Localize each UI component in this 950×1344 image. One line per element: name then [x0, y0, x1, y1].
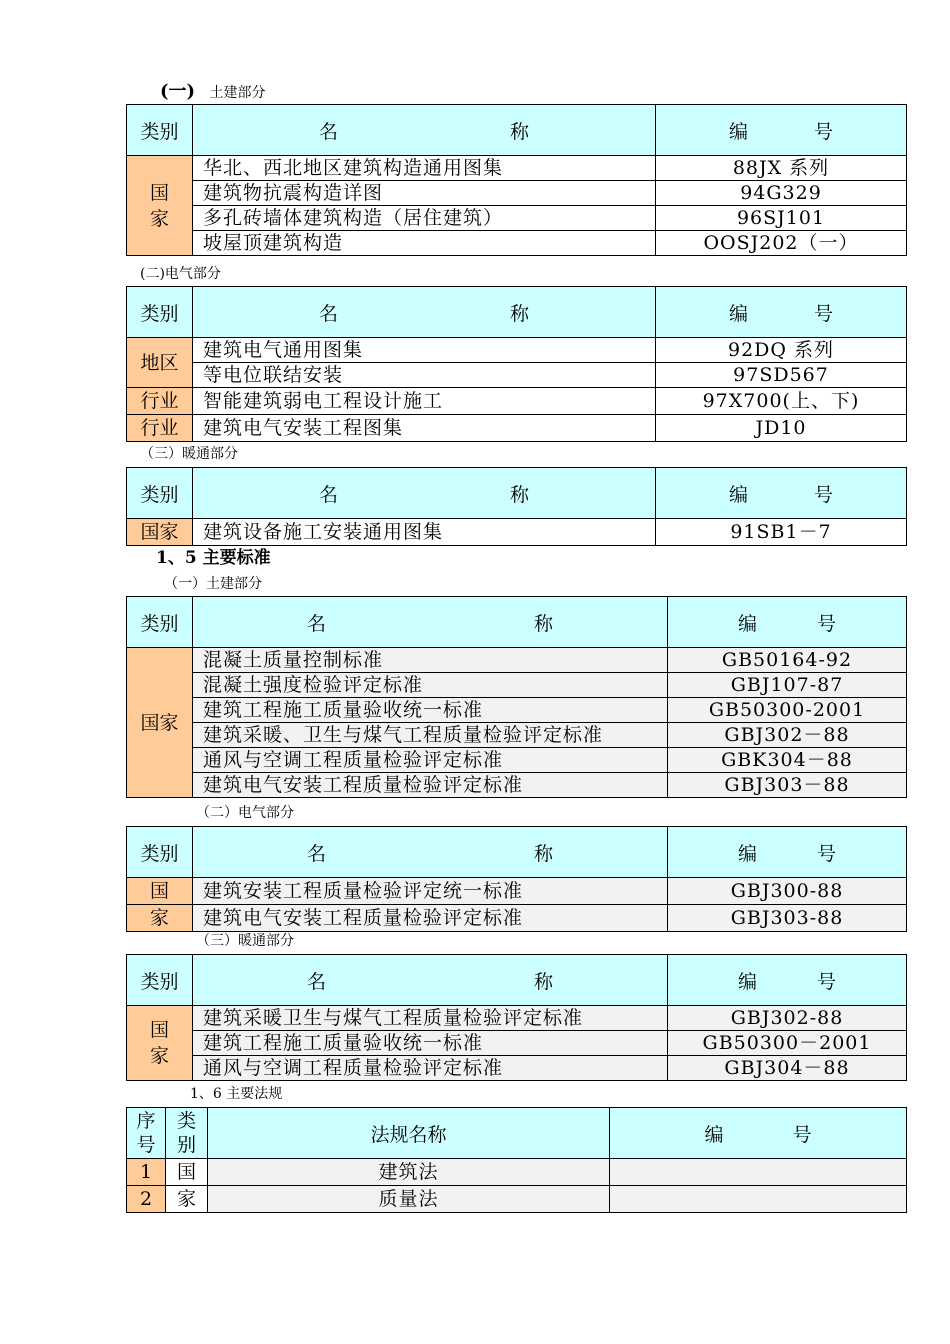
table-row: [127, 415, 907, 442]
code-cell: GB50164-92: [668, 648, 907, 673]
header-category: 类别: [127, 955, 193, 1006]
header-category: 类 别: [166, 1108, 208, 1159]
table-row: [127, 648, 907, 673]
code-cell: JD10: [656, 415, 907, 442]
code-cell: [610, 1159, 907, 1186]
header-name: 名 称: [193, 955, 668, 1006]
name-cell: 坡屋顶建筑构造: [193, 231, 656, 256]
header-code: 编 号: [668, 827, 907, 878]
header-category: 类别: [127, 827, 193, 878]
name-cell: 混凝土强度检验评定标准: [193, 673, 668, 698]
table-header: [127, 955, 907, 1006]
section-heading-tujian: [160, 81, 266, 102]
name-cell: 建筑电气通用图集: [193, 338, 656, 363]
table-standards-tujian: [126, 596, 907, 798]
header-name: 法规名称: [208, 1108, 610, 1159]
table-row: [127, 181, 907, 206]
section-heading-tujian: （一）土建部分: [164, 576, 262, 592]
name-cell: 建筑设备施工安装通用图集: [193, 519, 656, 546]
code-cell: 94G329: [656, 181, 907, 206]
table-header: [127, 105, 907, 156]
table-row: [127, 231, 907, 256]
table-header: [127, 287, 907, 338]
table-header: [127, 827, 907, 878]
header-name: 名 称: [193, 287, 656, 338]
header-seq: 序 号: [127, 1108, 166, 1159]
category-cell-bottom: 家: [127, 905, 193, 932]
header-name: 名 称: [193, 827, 668, 878]
name-cell: 建筑采暖卫生与煤气工程质量检验评定标准: [193, 1006, 668, 1031]
name-cell: 建筑工程施工质量验收统一标准: [193, 1031, 668, 1056]
header-name: 名 称: [193, 468, 656, 519]
code-cell: GBJ304－88: [668, 1056, 907, 1081]
name-cell: 等电位联结安装: [193, 363, 656, 388]
table-row: [127, 698, 907, 723]
header-code: 编 号: [668, 955, 907, 1006]
code-cell: GBJ107-87: [668, 673, 907, 698]
code-cell: 97SD567: [656, 363, 907, 388]
code-cell: 88JX 系列: [656, 156, 907, 181]
section-title-regulations: 1、6 主要法规: [190, 1086, 283, 1102]
code-cell: 97X700(上、下): [656, 388, 907, 415]
code-cell: GBJ303-88: [668, 905, 907, 932]
table-row: [127, 388, 907, 415]
table-row: [127, 748, 907, 773]
header-category: 类别: [127, 105, 193, 156]
name-cell: 华北、西北地区建筑构造通用图集: [193, 156, 656, 181]
table-row: [127, 723, 907, 748]
code-cell: GB50300－2001: [668, 1031, 907, 1056]
table-row: [127, 1186, 907, 1213]
table-row: [127, 1006, 907, 1031]
category-cell: 国家: [127, 648, 193, 798]
heading-text: 土建部分: [209, 85, 266, 101]
category-cell: 行业: [127, 415, 193, 442]
table-row: [127, 905, 907, 932]
section-title-standards: 1、5 主要标准: [156, 548, 271, 568]
code-cell: GBK304－88: [668, 748, 907, 773]
code-cell: GBJ300-88: [668, 878, 907, 905]
name-cell: 质量法: [208, 1186, 610, 1213]
category-cell: 行业: [127, 388, 193, 415]
name-cell: 建筑电气安装工程质量检验评定标准: [193, 905, 668, 932]
name-cell: 建筑物抗震构造详图: [193, 181, 656, 206]
table-atlas-tujian: [126, 104, 907, 256]
header-code: 编 号: [668, 597, 907, 648]
table-row: [127, 1056, 907, 1081]
name-cell: 通风与空调工程质量检验评定标准: [193, 1056, 668, 1081]
table-regulations: [126, 1107, 907, 1213]
table-row: [127, 338, 907, 363]
header-category: 类别: [127, 597, 193, 648]
section-heading-nuantong: （三）暖通部分: [140, 446, 238, 462]
category-cell: 地区: [127, 338, 193, 388]
header-category: 类别: [127, 287, 193, 338]
table-standards-dianqi: [126, 826, 907, 932]
table-row: [127, 1159, 907, 1186]
category-cell-bottom: 家: [166, 1186, 208, 1213]
header-code: 编 号: [656, 287, 907, 338]
section-heading-dianqi: （二）电气部分: [196, 805, 294, 821]
heading-prefix: (一): [160, 81, 196, 102]
category-cell-top: 国: [166, 1159, 208, 1186]
seq-cell: 1: [127, 1159, 166, 1186]
header-name: 名 称: [193, 105, 656, 156]
seq-cell: 2: [127, 1186, 166, 1213]
table-header: [127, 1108, 907, 1159]
table-row: [127, 673, 907, 698]
code-cell: [610, 1186, 907, 1213]
table-row: [127, 1031, 907, 1056]
table-row: [127, 773, 907, 798]
header-code: 编 号: [656, 468, 907, 519]
name-cell: 智能建筑弱电工程设计施工: [193, 388, 656, 415]
code-cell: OOSJ202（一）: [656, 231, 907, 256]
name-cell: 建筑安装工程质量检验评定统一标准: [193, 878, 668, 905]
name-cell: 建筑采暖、卫生与煤气工程质量检验评定标准: [193, 723, 668, 748]
code-cell: 92DQ 系列: [656, 338, 907, 363]
header-category: 类别: [127, 468, 193, 519]
code-cell: GBJ302-88: [668, 1006, 907, 1031]
table-standards-nuantong: [126, 954, 907, 1081]
name-cell: 建筑电气安装工程质量检验评定标准: [193, 773, 668, 798]
name-cell: 建筑法: [208, 1159, 610, 1186]
table-atlas-nuantong: [126, 467, 907, 546]
category-cell: 国家: [127, 519, 193, 546]
header-code: 编 号: [656, 105, 907, 156]
code-cell: GB50300-2001: [668, 698, 907, 723]
table-row: [127, 519, 907, 546]
code-cell: GBJ303－88: [668, 773, 907, 798]
table-row: [127, 156, 907, 181]
section-heading-nuantong: （三）暖通部分: [196, 933, 294, 949]
category-cell-top: 国: [127, 878, 193, 905]
code-cell: GBJ302－88: [668, 723, 907, 748]
category-cell: 国家: [127, 156, 193, 256]
name-cell: 建筑工程施工质量验收统一标准: [193, 698, 668, 723]
name-cell: 通风与空调工程质量检验评定标准: [193, 748, 668, 773]
category-cell: 国家: [127, 1006, 193, 1081]
name-cell: 多孔砖墙体建筑构造（居住建筑）: [193, 206, 656, 231]
section-heading-dianqi: (二)电气部分: [140, 266, 221, 282]
code-cell: 91SB1－7: [656, 519, 907, 546]
table-row: [127, 206, 907, 231]
table-row: [127, 878, 907, 905]
table-atlas-dianqi: [126, 286, 907, 442]
table-row: [127, 363, 907, 388]
table-header: [127, 597, 907, 648]
name-cell: 混凝土质量控制标准: [193, 648, 668, 673]
name-cell: 建筑电气安装工程图集: [193, 415, 656, 442]
header-name: 名 称: [193, 597, 668, 648]
code-cell: 96SJ101: [656, 206, 907, 231]
header-code: 编 号: [610, 1108, 907, 1159]
table-header: [127, 468, 907, 519]
